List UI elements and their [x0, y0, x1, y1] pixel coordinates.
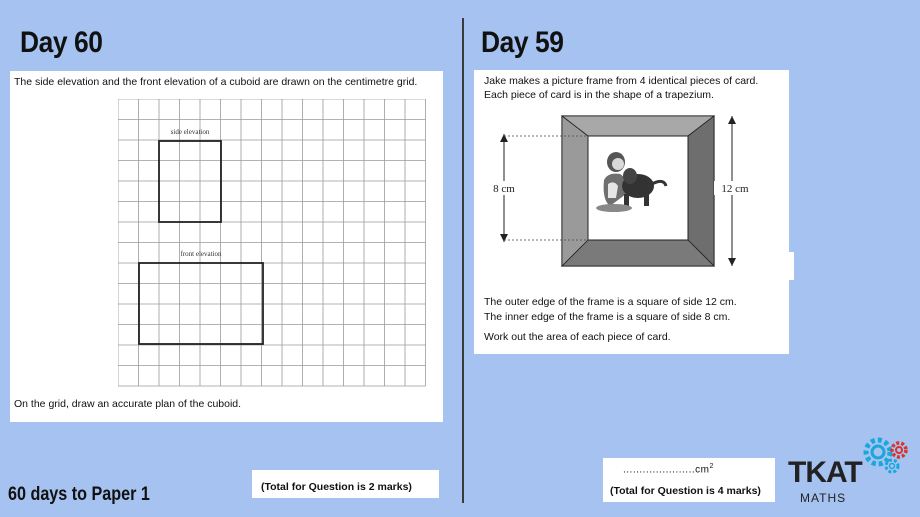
white-strip — [789, 252, 794, 280]
day59-marks-box — [603, 458, 775, 502]
centimetre-grid[interactable] — [118, 99, 428, 389]
gear-icon — [866, 440, 906, 472]
front-elevation-rect — [139, 263, 263, 344]
inner-side-label: 8 cm — [493, 183, 515, 195]
logo-brand: TKAT — [788, 456, 862, 489]
question-day59-line1: Jake makes a picture frame from 4 identical pieces of card. — [484, 75, 759, 87]
logo-sub: MATHS — [800, 491, 847, 505]
day60-marks-box — [252, 470, 439, 498]
side-elevation-rect — [159, 141, 221, 222]
outer-side-label: 12 cm — [721, 183, 749, 195]
day60-marks: (Total for Question is 2 marks) — [261, 481, 412, 493]
side-elevation-label: side elevation — [170, 128, 210, 136]
day59-title: Day 59 — [481, 26, 564, 59]
answer-line[interactable]: $......................cm^2$ — [623, 463, 714, 476]
question-day59-fact2: The inner edge of the frame is a square of side 8 cm. — [484, 311, 731, 323]
front-elevation-label: front elevation — [180, 250, 222, 258]
question-day60-intro: The side elevation and the front elevation of a cuboid are drawn on the centimetre grid. — [14, 76, 418, 88]
day60-title: Day 60 — [20, 26, 103, 59]
picture-frame-diagram — [484, 110, 774, 270]
day59-marks: (Total for Question is 4 marks) — [610, 485, 761, 497]
vertical-divider — [462, 18, 464, 503]
tkat-maths-logo — [786, 430, 916, 510]
question-day60-instruction: On the grid, draw an accurate plan of the cuboid. — [14, 398, 242, 410]
question-day59-task: Work out the area of each piece of card. — [484, 331, 671, 343]
question-day60-card — [10, 71, 443, 422]
footer-countdown: 60 days to Paper 1 — [8, 484, 150, 505]
question-day59-fact1: The outer edge of the frame is a square of side 12 cm. — [484, 296, 737, 308]
question-day59-line2: Each piece of card is in the shape of a trapezium. — [484, 89, 714, 101]
question-day59-card — [474, 70, 789, 354]
